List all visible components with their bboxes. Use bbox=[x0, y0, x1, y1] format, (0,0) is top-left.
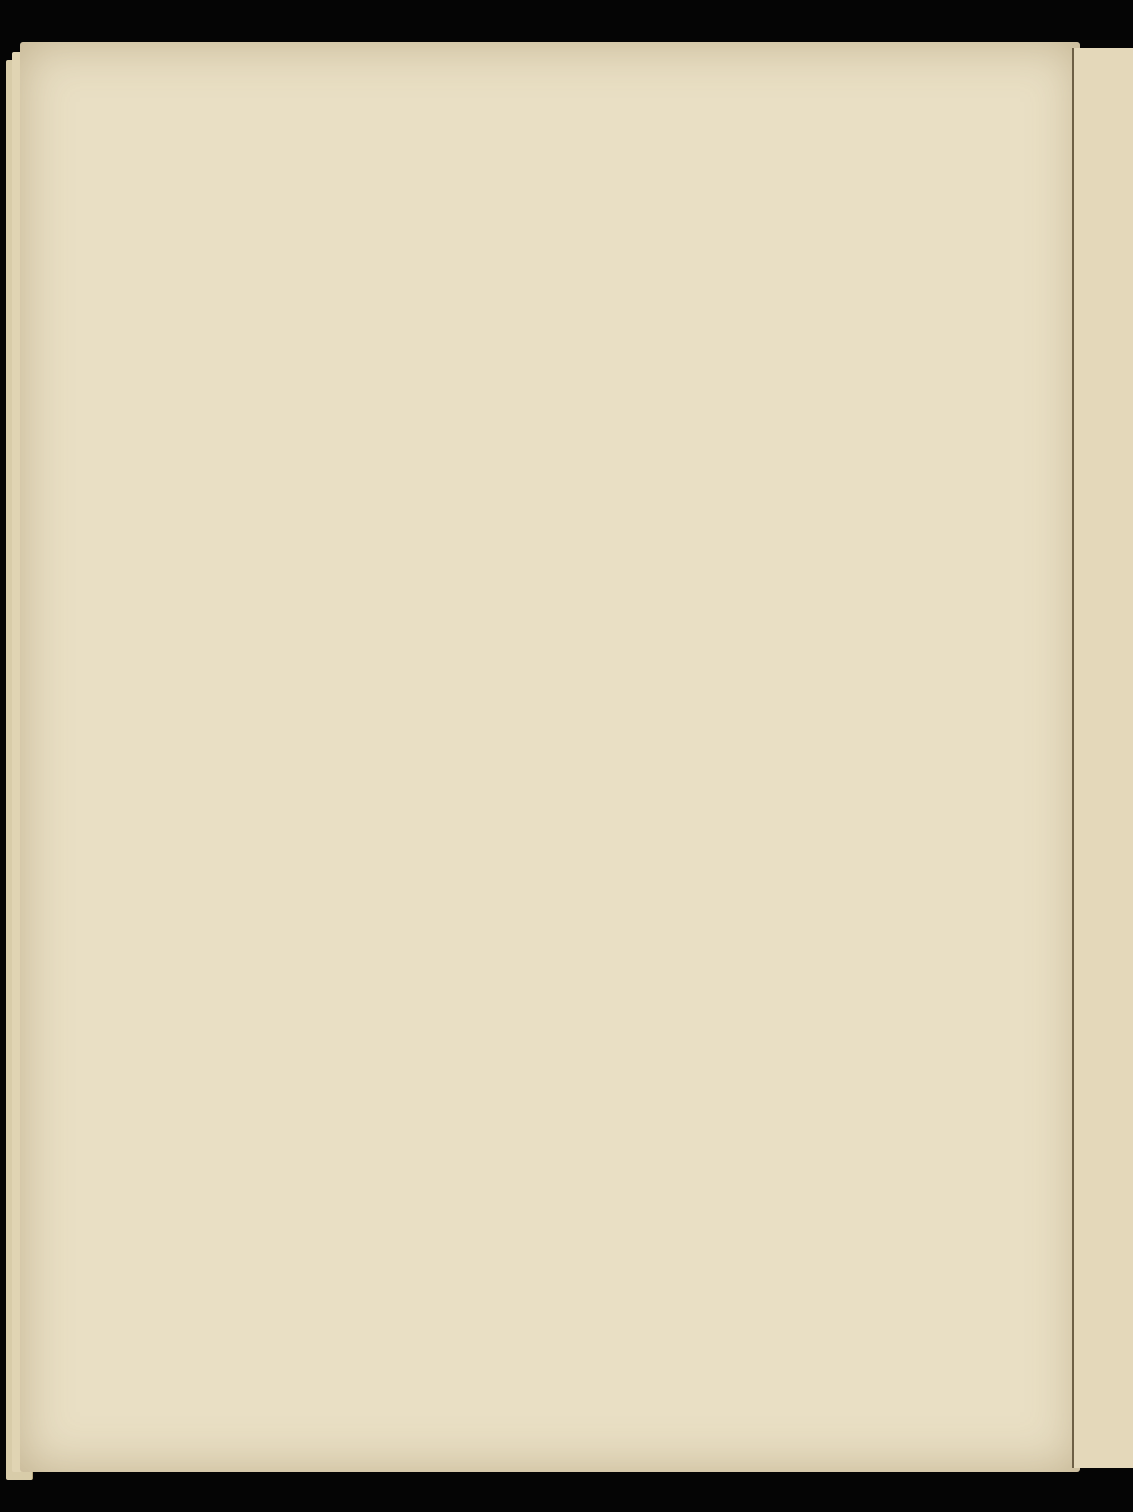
book-page bbox=[20, 42, 1080, 1472]
facing-page bbox=[1072, 48, 1133, 1468]
